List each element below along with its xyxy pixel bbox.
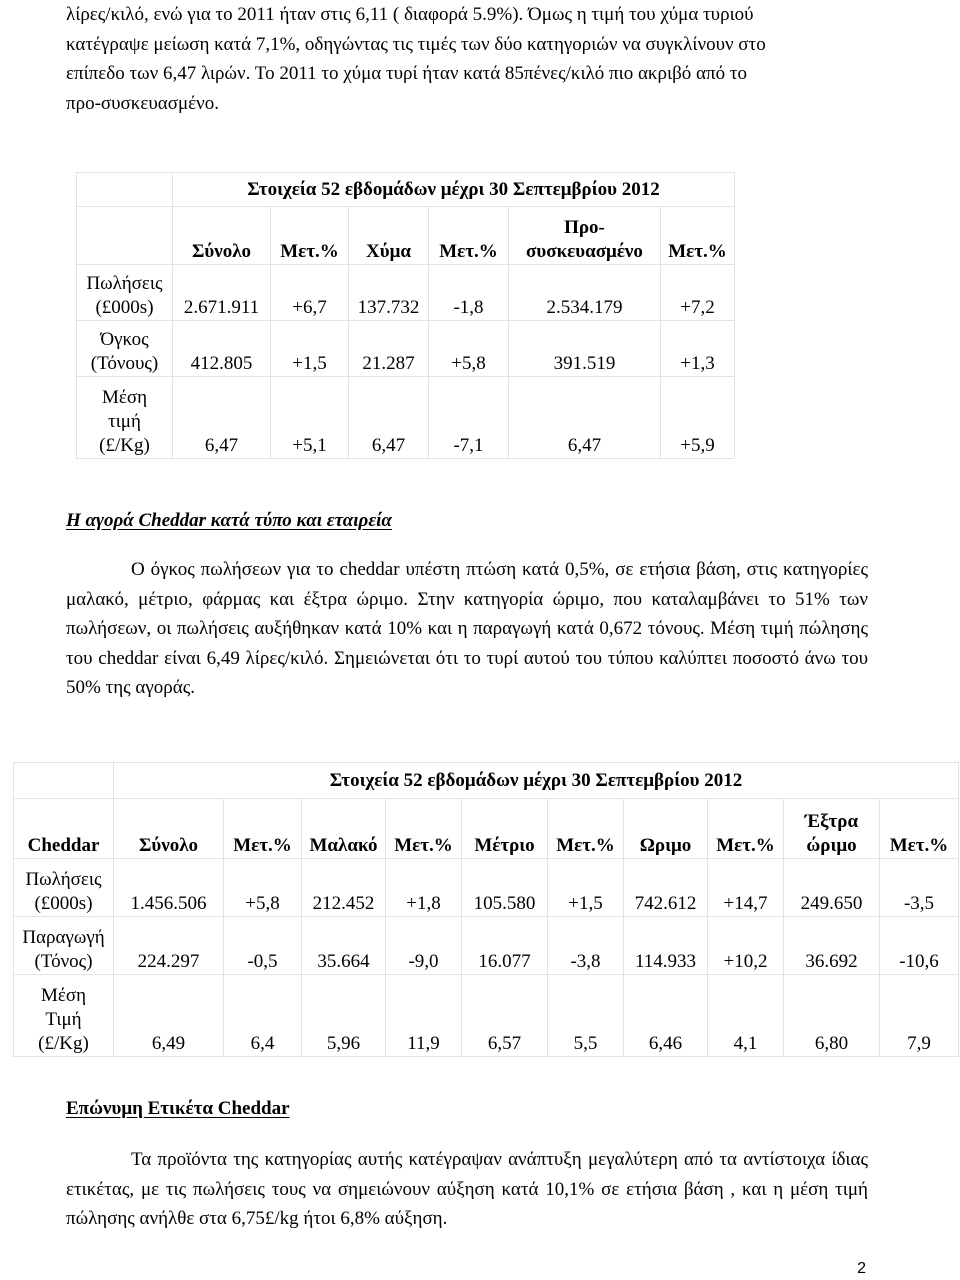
table1-cell: +5,1 — [271, 377, 349, 459]
row-label-line: (£000s) — [95, 297, 154, 318]
table1-cell: +1,5 — [271, 321, 349, 377]
table2-cell: +14,7 — [708, 859, 784, 917]
table2-cell: +10,2 — [708, 917, 784, 975]
table2-cell: 742.612 — [624, 859, 708, 917]
cheddar-by-type-table — [13, 762, 959, 1057]
row-label-line: Όγκος — [100, 329, 149, 350]
table1-cell: -1,8 — [429, 265, 509, 321]
table1-row-label — [77, 377, 173, 459]
row-label-line: Πωλήσεις — [86, 273, 163, 294]
row-label-line: (£000s) — [34, 893, 93, 914]
branded-label-heading: Επώνυμη Ετικέτα Cheddar — [66, 1098, 290, 1119]
table2-corner: Cheddar — [14, 799, 114, 859]
row-label-line: Μέση — [101, 387, 148, 408]
intro-line: κατέγραψε μείωση κατά 7,1%, οδηγώντας τις τιμές των δύο κατηγοριών να συγκλίνουν στο — [66, 33, 766, 55]
table1-cell: 412.805 — [173, 321, 271, 377]
table1-title: Στοιχεία 52 εβδομάδων μέχρι 30 Σεπτεμβρίου 2012 — [173, 173, 735, 207]
table1-cell: 2.534.179 — [509, 265, 661, 321]
intro-line: λίρες/κιλό, ενώ για το 2011 ήταν στις 6,11 ( διαφορά 5.9%). Όμως η τιμή του χύμα τυριού — [66, 4, 754, 25]
table2-header: Μετ.% — [548, 799, 624, 859]
table1-cell: 21.287 — [349, 321, 429, 377]
table1-head-blank — [77, 207, 173, 265]
intro-line: προ-συσκευασμένο. — [66, 92, 219, 114]
table2-header: Μετ.% — [880, 799, 959, 859]
table1-header: Μετ.% — [271, 207, 349, 265]
row-label-line: (£/Kg) — [38, 1033, 89, 1054]
cheddar-market-heading: Η αγορά Cheddar κατά τύπο και εταιρεία — [66, 510, 392, 531]
table1-header: Σύνολο — [173, 207, 271, 265]
table2-cell: -9,0 — [386, 917, 462, 975]
table1-cell: +5,8 — [429, 321, 509, 377]
table2-cell: 6,4 — [224, 975, 302, 1057]
table2-cell: -3,5 — [880, 859, 959, 917]
table1-header: Μετ.% — [661, 207, 735, 265]
table1-cell: 6,47 — [173, 377, 271, 459]
table2-row-label — [14, 975, 114, 1057]
table1-row-label — [77, 265, 173, 321]
row-label-line: Παραγωγή — [22, 927, 105, 948]
table2-cell: 1.456.506 — [114, 859, 224, 917]
table2-header: Μετ.% — [708, 799, 784, 859]
table2-cell: +5,8 — [224, 859, 302, 917]
row-label-line: Πωλήσεις — [25, 869, 102, 890]
intro-line: επίπεδο των 6,47 λιρών. Το 2011 το χύμα τυρί ήταν κατά 85πένες/κιλό πιο ακριβό από το — [66, 63, 747, 85]
table2-cell: 11,9 — [386, 975, 462, 1057]
table2-header: Έξτρα ώριμο — [784, 799, 880, 859]
table1-cell: 137.732 — [349, 265, 429, 321]
table2-cell: 5,5 — [548, 975, 624, 1057]
table2-header: Μετ.% — [386, 799, 462, 859]
table2-row-label — [14, 859, 114, 917]
table2-cell: +1,8 — [386, 859, 462, 917]
table2-cell: -0,5 — [224, 917, 302, 975]
table1-cell: +1,3 — [661, 321, 735, 377]
table2-row-label — [14, 917, 114, 975]
table1-cell: 391.519 — [509, 321, 661, 377]
row-label-line: τιμή — [108, 411, 141, 432]
row-label-line: (Τόνους) — [90, 353, 159, 374]
table1-corner — [77, 173, 173, 207]
table2-cell: 36.692 — [784, 917, 880, 975]
table2-header: Ωριμο — [624, 799, 708, 859]
table2-cell: 6,49 — [114, 975, 224, 1057]
table1-cell: +7,2 — [661, 265, 735, 321]
table2-cell: 7,9 — [880, 975, 959, 1057]
table2-cell: -3,8 — [548, 917, 624, 975]
table1-cell: 6,47 — [349, 377, 429, 459]
cheddar-market-paragraph: Ο όγκος πωλήσεων για το cheddar υπέστη πτώση κατά 0,5%, σε ετήσια βάση, στις κατηγορίες μαλακό, μέτριο, φάρμας και έξτρα ώριμο. Στην κατηγορία ώριμο, που καταλαμβάνει το 51% των πωλήσεων, οι πωλήσεις αυξήθηκαν κατά 10% και η παραγωγή κατά 0,672 τόνους. Μέση τιμή πώλησης του cheddar είναι 6,49 λίρες/κιλό. Σημειώνεται ότι το τυρί αυτού του τύπου καλύπτει ποσοστό άνω του 50% της αγοράς. — [66, 559, 868, 699]
table2-cell: 224.297 — [114, 917, 224, 975]
table2-cell: 16.077 — [462, 917, 548, 975]
table1-header: Χύμα — [349, 207, 429, 265]
table2-cell: 105.580 — [462, 859, 548, 917]
table2-header: Σύνολο — [114, 799, 224, 859]
table2-cell: -10,6 — [880, 917, 959, 975]
row-label-line: (Τόνος) — [34, 951, 93, 972]
table1-header: Μετ.% — [429, 207, 509, 265]
table1-cell: 2.671.911 — [173, 265, 271, 321]
table2-cell: +1,5 — [548, 859, 624, 917]
table2-cell: 5,96 — [302, 975, 386, 1057]
table2-corner-blank — [14, 763, 114, 799]
table2-header: Μέτριο — [462, 799, 548, 859]
table1-cell: +6,7 — [271, 265, 349, 321]
intro-paragraph — [66, 0, 868, 118]
row-label-line: Μέση — [40, 985, 87, 1006]
table1-header: Προ-συσκευασμένο — [509, 207, 661, 265]
table2-cell: 114.933 — [624, 917, 708, 975]
row-label-line: Τιμή — [45, 1009, 82, 1030]
row-label-line: (£/Kg) — [99, 435, 150, 456]
table2-cell: 35.664 — [302, 917, 386, 975]
table2-cell: 4,1 — [708, 975, 784, 1057]
table1-cell: -7,1 — [429, 377, 509, 459]
table1-cell: +5,9 — [661, 377, 735, 459]
page-number: 2 — [857, 1260, 866, 1277]
table2-header: Μαλακό — [302, 799, 386, 859]
table2-cell: 6,46 — [624, 975, 708, 1057]
table1-cell: 6,47 — [509, 377, 661, 459]
branded-label-paragraph: Τα προϊόντα της κατηγορίας αυτής κατέγραψαν ανάπτυξη μεγαλύτερη από τα αντίστοιχα ίδιας ετικέτας, με τις πωλήσεις τους να σημειώνουν αύξηση κατά 10,1% σε ετήσια βάση , και η μέση τιμή πώλησης ανήλθε στα 6,75£/kg ήτοι 6,8% αύξηση. — [66, 1149, 868, 1230]
bulk-vs-prepacked-table — [76, 172, 735, 459]
table2-title: Στοιχεία 52 εβδομάδων μέχρι 30 Σεπτεμβρίου 2012 — [114, 763, 959, 799]
table1-row-label — [77, 321, 173, 377]
table2-cell: 212.452 — [302, 859, 386, 917]
table2-header: Μετ.% — [224, 799, 302, 859]
table2-cell: 249.650 — [784, 859, 880, 917]
table2-cell: 6,80 — [784, 975, 880, 1057]
table2-cell: 6,57 — [462, 975, 548, 1057]
